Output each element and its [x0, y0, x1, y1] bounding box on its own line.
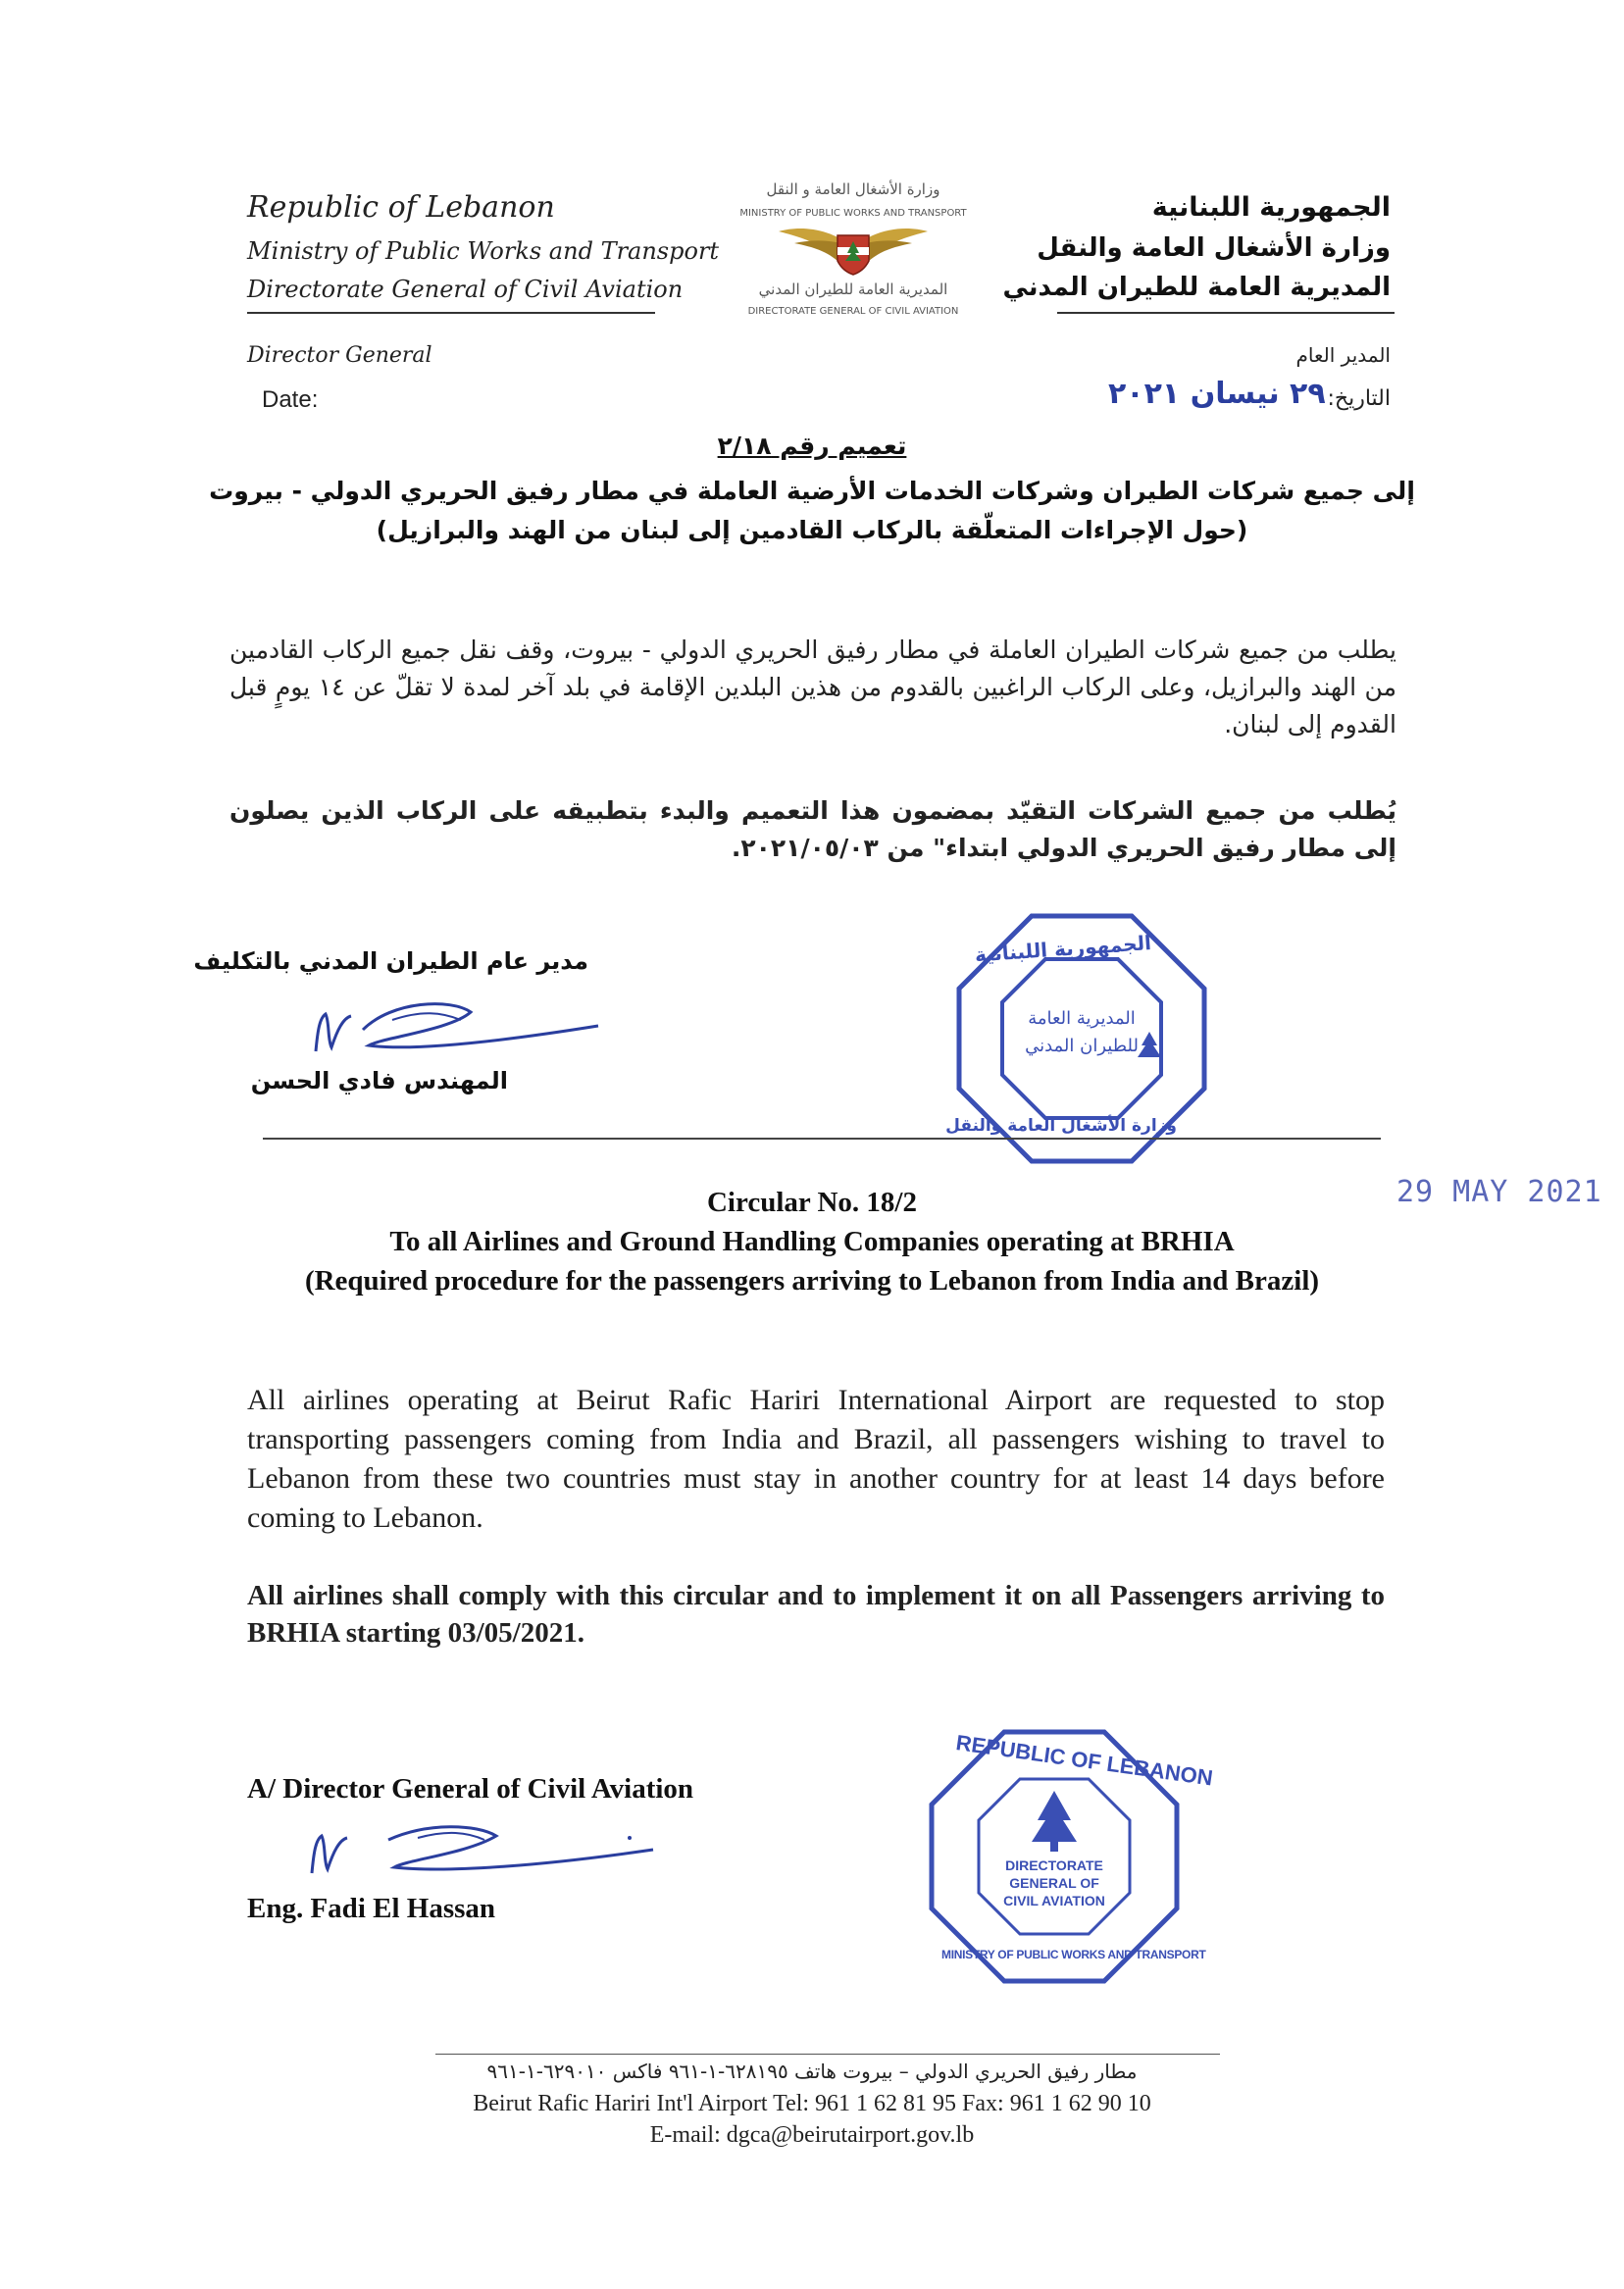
footer-rule: [435, 2054, 1220, 2055]
date-label-en: Date:: [262, 386, 319, 413]
stamp-inner-ar-2: للطيران المدني: [1025, 1036, 1139, 1056]
logo-ministry-en: MINISTRY OF PUBLIC WORKS AND TRANSPORT: [739, 208, 967, 219]
letterhead-directorate-ar: المديرية العامة للطيران المدني: [1002, 273, 1391, 302]
stamp-outer-ar-top: الجمهورية اللبنانية: [974, 931, 1152, 967]
english-paragraph-2: All airlines shall comply with this circular and to implement it on all Passengers arriving to BRHIA starting 03/05/2021.: [247, 1580, 1385, 1649]
arabic-paragraph-2: يُطلب من جميع الشركات التقيّد بمضمون هذا التعميم والبدء بتطبيقه على الركاب الذين يصلون إلى مطار رفيق الحريري الدولي ابتداء" من ٢٠٢١/٠٥/٠٣.: [229, 796, 1396, 862]
english-stamp: [926, 1726, 1215, 1987]
director-general-label-en: Director General: [247, 343, 432, 368]
received-date-stamp: 29 MAY 2021: [1396, 1175, 1602, 1209]
arabic-signatory-title: مدير عام الطيران المدني بالتكليف: [193, 947, 588, 975]
director-general-label-ar: المدير العام: [1295, 343, 1391, 367]
english-signatory-name: Eng. Fadi El Hassan: [247, 1893, 496, 1924]
letterhead-directorate-en: Directorate General of Civil Aviation: [247, 276, 684, 303]
footer-arabic-contact: مطار رفيق الحريري الدولي – بيروت هاتف ٦٢٨١٩٥-١-٩٦١ فاكس ٦٢٩٠١٠-١-٩٦١: [486, 2060, 1138, 2083]
letterhead-rule-right: [1057, 312, 1395, 314]
arabic-circular-number: تعميم رقم ٢/١٨: [717, 432, 907, 460]
english-circular-number: Circular No. 18/2: [706, 1187, 917, 1218]
english-subject-line: (Required procedure for the passengers arriving to Lebanon from India and Brazil): [304, 1265, 1320, 1297]
logo-directorate-ar: المديرية العامة للطيران المدني: [758, 280, 948, 298]
stamp-inner-en-2: GENERAL OF: [1009, 1875, 1099, 1891]
english-paragraph-1: All airlines operating at Beirut Rafic Hariri International Airport are requested to stop transporting passengers coming from India and Brazil, all passengers wishing to travel to Lebanon from these two countries must stay in another country for at least 14 days before coming to Lebanon.: [247, 1384, 1385, 1534]
arabic-stamp: [945, 910, 1210, 1167]
footer-english-contact: Beirut Rafic Hariri Int'l Airport Tel: 961 1 62 81 95 Fax: 961 1 62 90 10: [473, 2091, 1151, 2116]
letterhead-republic-ar: الجمهورية اللبنانية: [1151, 192, 1391, 223]
stamp-inner-en-3: CIVIL AVIATION: [1003, 1893, 1105, 1908]
stamp-inner-ar-1: المديرية العامة: [1028, 1008, 1136, 1029]
stamp-outer-ar-bottom: وزارة الأشغال العامة والنقل: [945, 1116, 1177, 1136]
stamp-outer-en-top: REPUBLIC OF LEBANON: [954, 1730, 1215, 1791]
stamp-outer-en-bottom: MINISTRY OF PUBLIC WORKS AND TRANSPORT: [941, 1948, 1206, 1961]
stamp-inner-en-1: DIRECTORATE: [1005, 1857, 1103, 1873]
english-signature-icon: [300, 1812, 673, 1891]
date-label-ar: التاريخ:: [1327, 386, 1391, 411]
logo-directorate-en: DIRECTORATE GENERAL OF CIVIL AVIATION: [747, 306, 959, 317]
logo-ministry-ar: وزارة الأشغال العامة و النقل: [766, 180, 940, 198]
arabic-signature-icon: [304, 991, 637, 1069]
english-recipients-line: To all Airlines and Ground Handling Companies operating at BRHIA: [389, 1226, 1235, 1257]
section-divider: [263, 1138, 1381, 1140]
letterhead-republic-en: Republic of Lebanon: [247, 190, 555, 225]
arabic-signatory-name: المهندس فادي الحسن: [250, 1067, 508, 1094]
handwritten-date-ar: ٢٩ نيسان ٢٠٢١: [1108, 377, 1326, 411]
civil-aviation-wings-emblem-icon: [775, 218, 932, 279]
arabic-recipients-line: إلى جميع شركات الطيران وشركات الخدمات الأرضية العاملة في مطار رفيق الحريري الدولي - بيروت: [209, 477, 1415, 505]
arabic-paragraph-1: يطلب من جميع شركات الطيران العاملة في مطار رفيق الحريري الدولي - بيروت، وقف نقل جميع الركاب القادمين من الهند والبرازيل، وعلى الركاب الراغبين بالقدوم من هذين البلدين الإقامة في بلد آخر لمدة لا تقلّ عن ١٤ يومٍ قبل القدوم إلى لبنان.: [229, 636, 1396, 738]
letterhead-rule-left: [247, 312, 655, 314]
english-signatory-title: A/ Director General of Civil Aviation: [247, 1773, 694, 1805]
letterhead-ministry-en: Ministry of Public Works and Transport: [247, 237, 720, 265]
footer-email: E-mail: dgca@beirutairport.gov.lb: [649, 2122, 975, 2148]
arabic-subject-line: (حول الإجراءات المتعلّقة بالركاب القادمين إلى لبنان من الهند والبرازيل): [376, 516, 1248, 544]
letterhead-ministry-ar: وزارة الأشغال العامة والنقل: [1037, 233, 1391, 263]
